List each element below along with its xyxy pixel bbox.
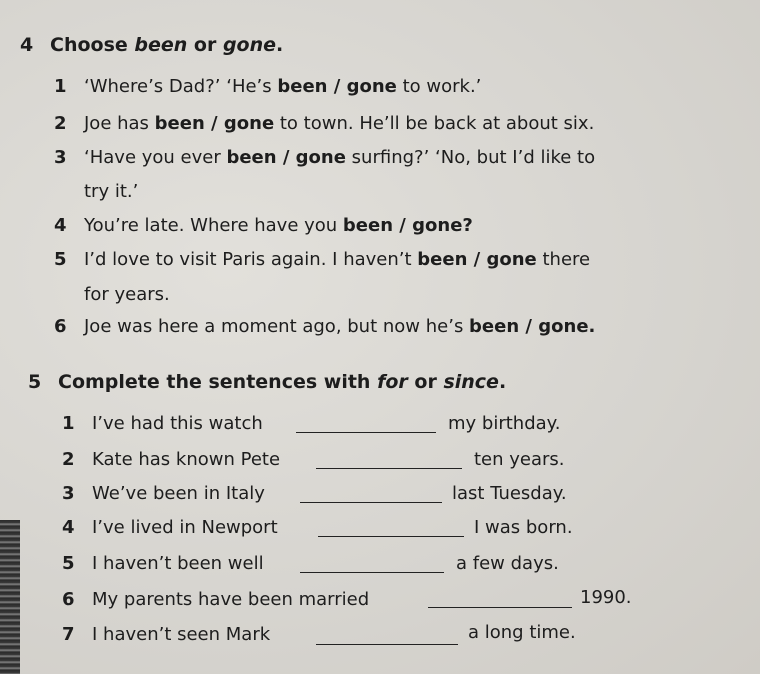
ex5-item-5-end: a few days.	[456, 553, 559, 574]
item-number: 1	[54, 76, 67, 97]
title-text: .	[276, 34, 284, 56]
item-text: I’ve had this watch	[92, 413, 263, 434]
choice-text[interactable]: been / gone	[417, 249, 537, 270]
ex5-item-2-end: ten years.	[474, 449, 565, 470]
item-number: 2	[62, 449, 75, 470]
item-text: try it.’	[84, 181, 139, 202]
item-number: 6	[54, 316, 67, 337]
ex4-item-3-cont	[54, 181, 138, 202]
choice-text[interactable]: been / gone	[226, 147, 346, 168]
item-text: ‘Have you ever	[84, 147, 227, 168]
item-text: Joe was here a moment ago, but now he’s	[84, 316, 470, 337]
ex4-item-4	[54, 215, 473, 236]
item-text: I’ve lived in Newport	[92, 517, 278, 538]
title-word: for	[377, 371, 408, 393]
item-text: I haven’t seen Mark	[92, 624, 271, 645]
ex5-item-5	[62, 553, 264, 574]
ex5-item-1	[62, 413, 263, 434]
title-text: Choose	[50, 34, 135, 56]
item-number: 5	[54, 249, 67, 270]
item-text: to town. He’ll be back at about six.	[274, 113, 595, 134]
title-text: or	[187, 34, 223, 56]
exercise-number: 4	[20, 34, 34, 56]
ex5-item-6	[62, 589, 369, 610]
ex4-item-5-cont	[54, 284, 170, 305]
choice-text[interactable]: been / gone?	[342, 215, 473, 236]
answer-blank[interactable]	[316, 468, 462, 469]
exercise-4-title	[20, 34, 283, 56]
ex5-item-4-end: I was born.	[474, 517, 573, 538]
exercise-number: 5	[28, 371, 42, 393]
item-text: ‘Where’s Dad?’ ‘He’s	[84, 76, 278, 97]
ex5-item-6-end: 1990.	[580, 587, 632, 608]
item-text: I haven’t been well	[92, 553, 264, 574]
item-text: We’ve been in Italy	[92, 483, 265, 504]
ex5-item-4	[62, 517, 278, 538]
item-text: You’re late. Where have you	[84, 215, 343, 236]
ex5-item-3-end: last Tuesday.	[452, 483, 567, 504]
item-number: 1	[62, 413, 75, 434]
title-text: Complete the sentences with	[58, 371, 378, 393]
item-text: to work.’	[396, 76, 482, 97]
ex4-item-3	[54, 147, 595, 168]
choice-text[interactable]: been / gone	[154, 113, 275, 134]
ex4-item-1	[54, 76, 481, 97]
choice-text[interactable]: been / gone	[277, 76, 397, 97]
answer-blank[interactable]	[428, 607, 572, 608]
title-word: gone	[222, 34, 277, 56]
exercise-5-title	[28, 371, 506, 393]
book-spine-edge	[0, 520, 20, 674]
item-text: there	[536, 249, 591, 270]
title-text: or	[407, 371, 444, 393]
item-text: Joe has	[84, 113, 155, 134]
item-number: 4	[54, 215, 67, 236]
title-text: .	[498, 371, 507, 393]
ex4-item-6	[54, 316, 595, 337]
item-number: 4	[62, 517, 75, 538]
ex5-item-1-end: my birthday.	[448, 413, 561, 434]
item-text: Kate has known Pete	[92, 449, 281, 470]
answer-blank[interactable]	[300, 502, 442, 503]
item-text: for years.	[84, 284, 170, 305]
ex5-item-7	[62, 624, 270, 645]
ex5-item-2	[62, 449, 280, 470]
item-number: 3	[54, 147, 67, 168]
item-number: 5	[62, 553, 75, 574]
answer-blank[interactable]	[296, 432, 436, 433]
ex5-item-3	[62, 483, 265, 504]
title-word: since	[443, 371, 499, 393]
item-text: My parents have been married	[92, 589, 370, 610]
item-number: 2	[54, 113, 67, 134]
choice-text[interactable]: been / gone.	[469, 316, 596, 337]
ex5-item-7-end: a long time.	[468, 622, 576, 643]
item-number: 3	[62, 483, 75, 504]
item-number: 6	[62, 589, 75, 610]
item-number: 7	[62, 624, 75, 645]
item-text: I’d love to visit Paris again. I haven’t	[84, 249, 418, 270]
ex4-item-2	[54, 113, 594, 134]
answer-blank[interactable]	[318, 536, 464, 537]
ex4-item-5	[54, 249, 590, 270]
item-text: surfing?’ ‘No, but I’d like to	[345, 147, 596, 168]
answer-blank[interactable]	[300, 572, 444, 573]
answer-blank[interactable]	[316, 644, 458, 645]
title-word: been	[134, 34, 188, 56]
